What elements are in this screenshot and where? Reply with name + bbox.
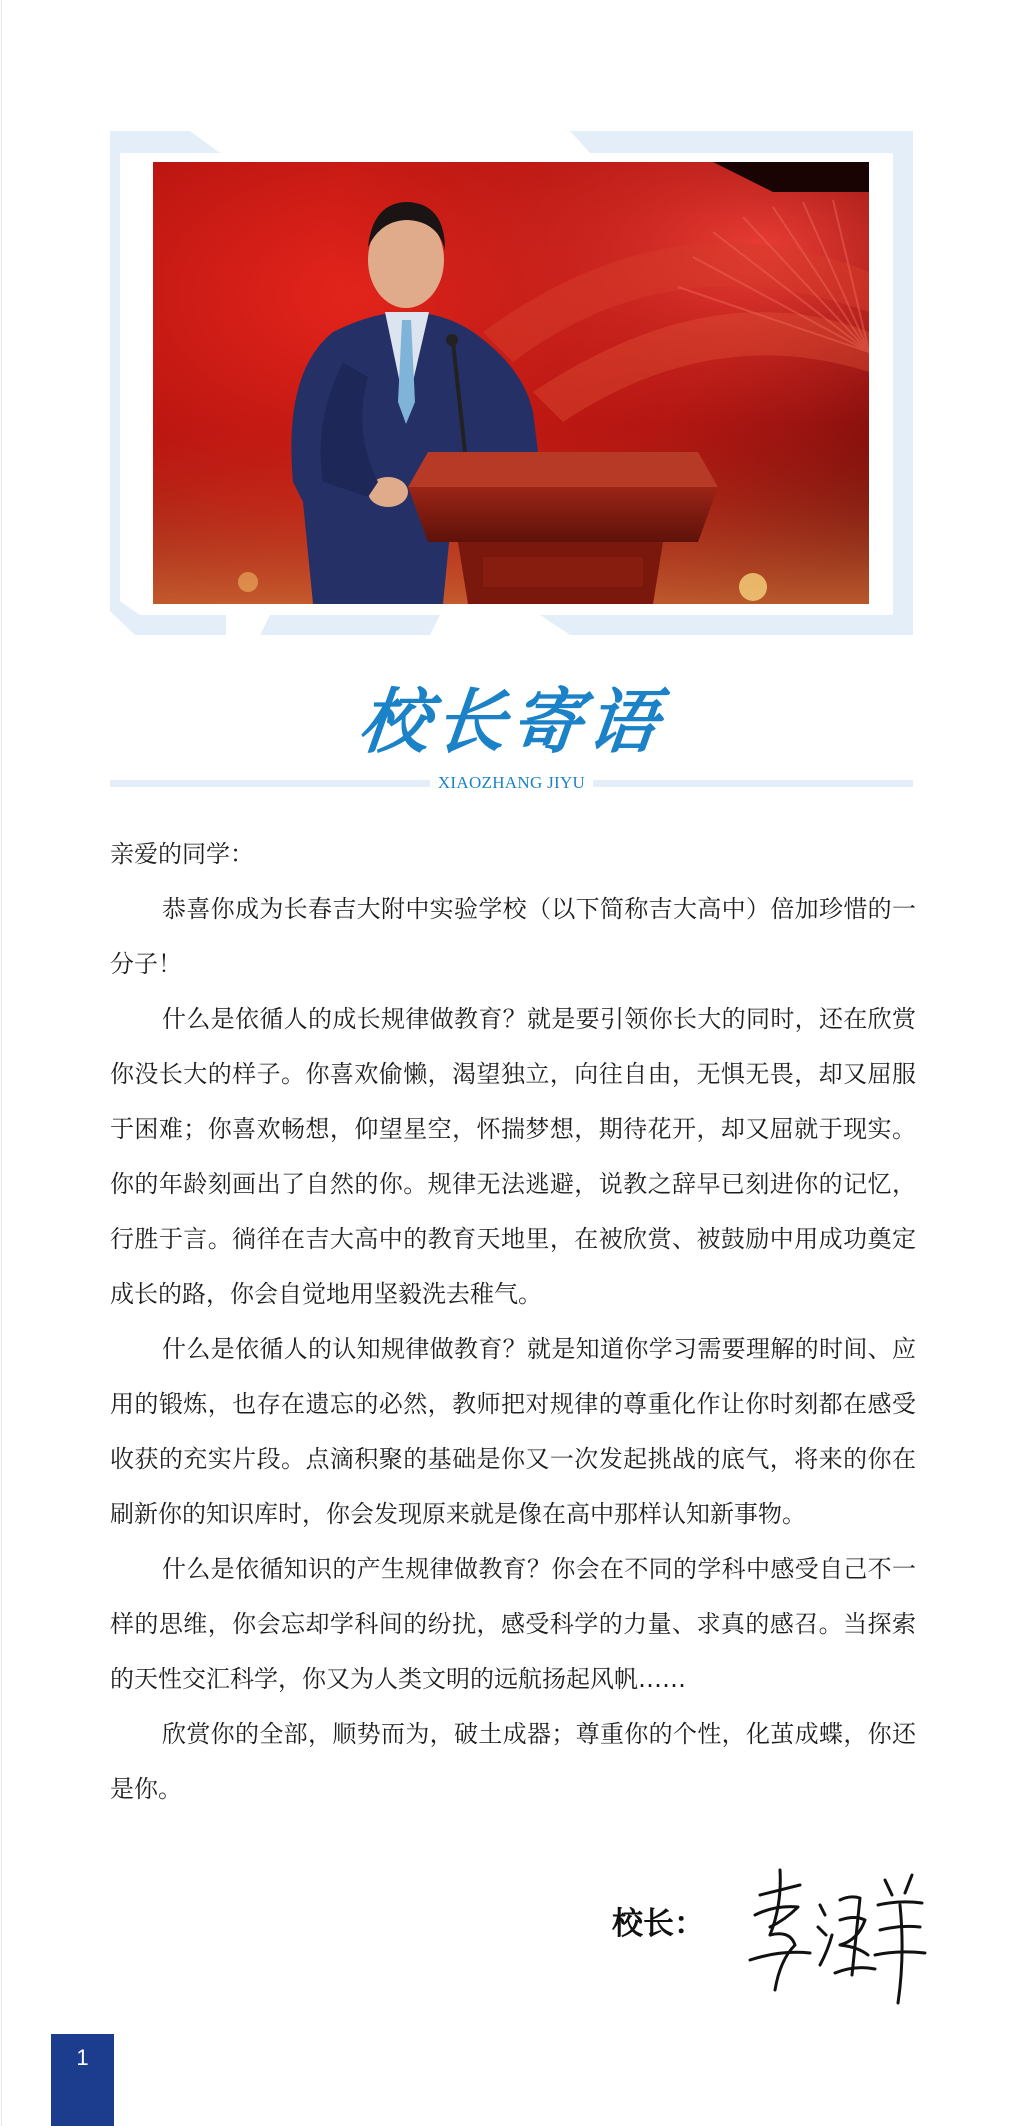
- principal-speech-photo: [149, 158, 873, 608]
- letter-paragraph: 欣赏你的全部，顺势而为，破土成器；尊重你的个性，化茧成蝶，你还是你。: [110, 1720, 916, 1803]
- letter-paragraph: 什么是依循知识的产生规律做教育？你会在不同的学科中感受自己不一样的思维，你会忘却学科间的纷扰，感受科学的力量、求真的感召。当探索的天性交汇科学，你又为人类文明的远航扬起风帆……: [110, 1555, 916, 1693]
- section-heading: [110, 672, 913, 802]
- signature-label: 校长：: [612, 1906, 705, 1942]
- letter-paragraph: 什么是依循人的成长规律做教育？就是要引领你长大的同时，还在欣赏你没长大的样子。你喜欢偷懒，渴望独立，向往自由，无惧无畏，却又屈服于困难；你喜欢畅想，仰望星空，怀揣梦想，期待花开，却又屈就于现实。你的年龄刻画出了自然的你。规律无法逃避，说教之辞早已刻进你的记忆，行胜于言。徜徉在吉大高中的教育天地里，在被欣赏、被鼓励中用成功奠定成长的路，你会自觉地用坚毅洗去稚气。: [110, 1005, 916, 1308]
- page-number-badge: 1: [51, 2034, 114, 2126]
- page-edge-rule: [1, 0, 2, 2126]
- heading-title: 校长寄语: [355, 680, 668, 763]
- letter-paragraph: 恭喜你成为长春吉大附中实验学校（以下简称吉大高中）倍加珍惜的一分子！: [110, 895, 916, 978]
- letter-salutation: 亲爱的同学：: [110, 840, 254, 868]
- handwritten-signature: [740, 1865, 930, 2005]
- letter-paragraph: 什么是依循人的认知规律做教育？就是知道你学习需要理解的时间、应用的锻炼，也存在遗忘的必然，教师把对规律的尊重化作让你时刻都在感受收获的充实片段。点滴积聚的基础是你又一次发起挑战的底气，将来的你在刷新你的知识库时，你会发现原来就是像在高中那样认知新事物。: [110, 1335, 916, 1528]
- heading-subtitle: XIAOZHANG JIYU: [430, 773, 593, 793]
- principal-letter: [110, 827, 916, 1817]
